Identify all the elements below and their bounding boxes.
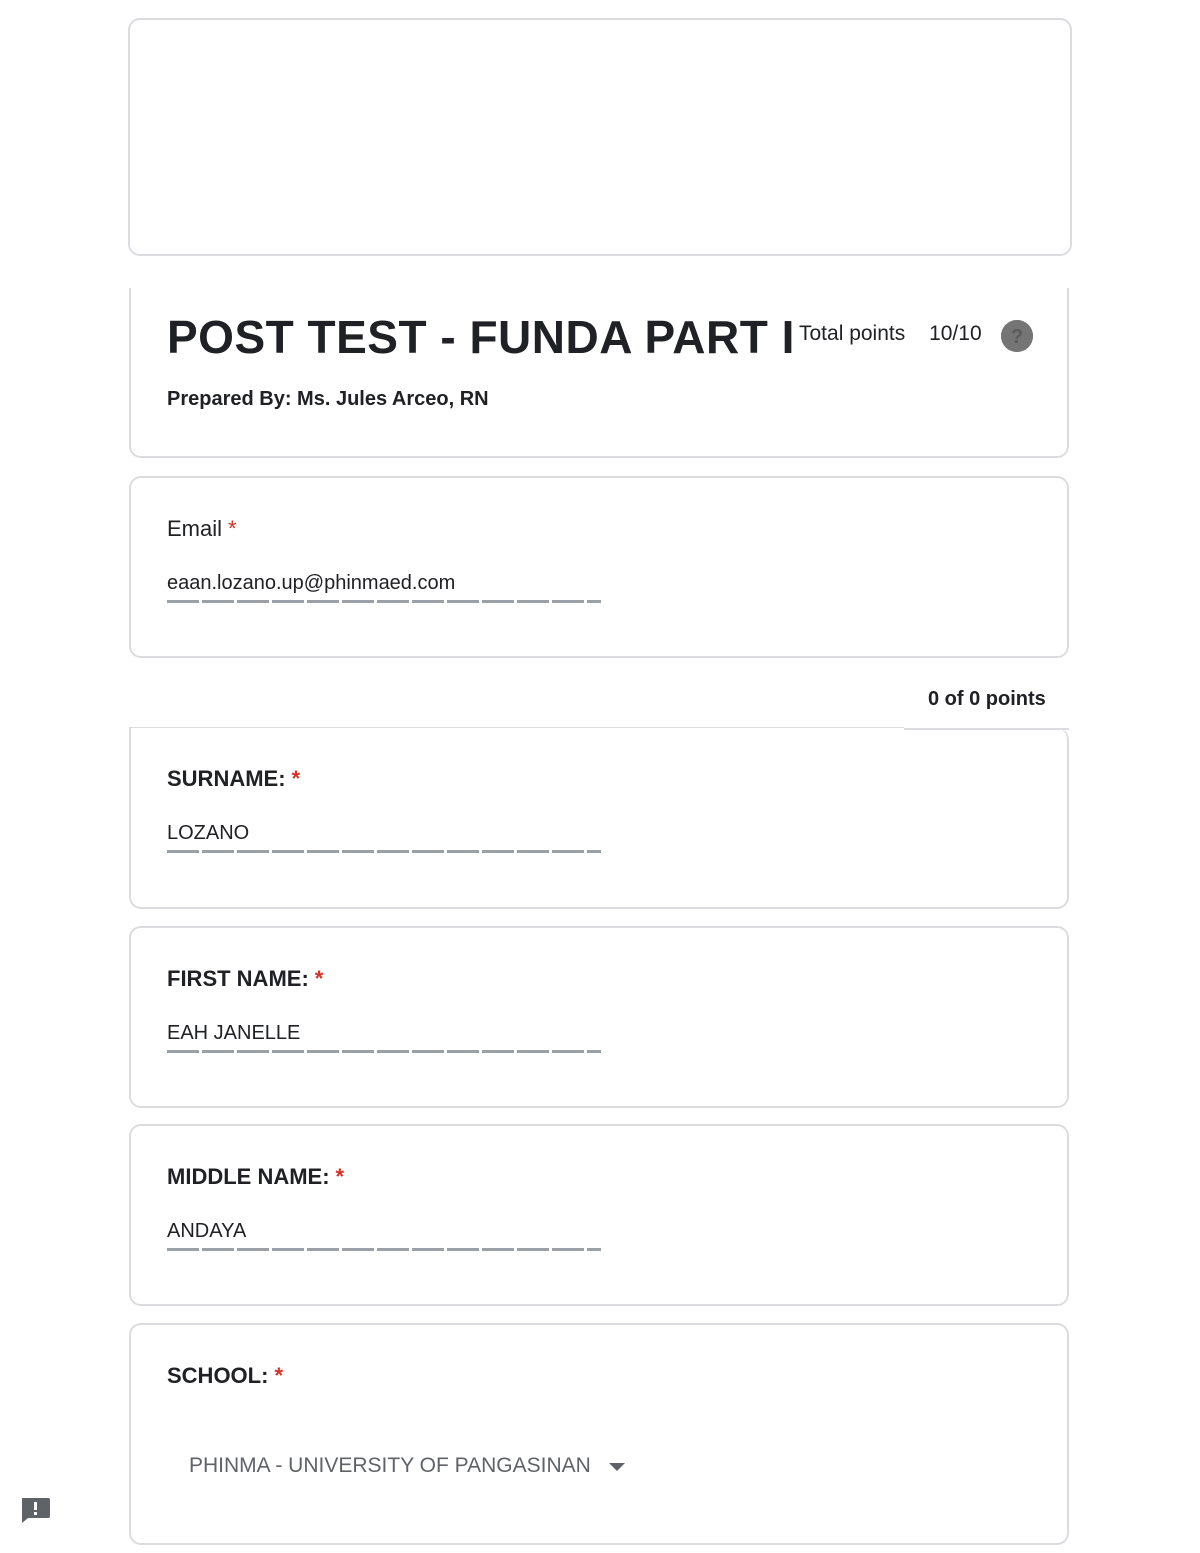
school-label [167, 1363, 283, 1389]
email-label-text: Email [167, 516, 223, 541]
first-name-label-text: FIRST NAME: [167, 966, 309, 991]
first-name-question-card [129, 926, 1069, 1108]
middle-name-field[interactable]: ANDAYA [167, 1220, 247, 1242]
surname-underline [167, 850, 601, 853]
required-mark: * [335, 1164, 345, 1189]
first-name-field[interactable]: EAH JANELLE [167, 1022, 301, 1044]
form-title: POST TEST - FUNDA PART I [167, 311, 795, 363]
email-label [167, 516, 237, 542]
section-points: 0 of 0 points [928, 688, 1046, 710]
school-label-text: SCHOOL: [167, 1363, 269, 1388]
help-icon-glyph [1001, 320, 1033, 352]
first-name-underline [167, 1050, 601, 1053]
middle-name-question-card [129, 1124, 1069, 1306]
feedback-icon[interactable] [19, 1496, 51, 1524]
form-banner [128, 18, 1072, 256]
middle-name-label [167, 1164, 344, 1190]
form-header-card [129, 288, 1069, 458]
total-points [799, 322, 982, 346]
school-question-card [129, 1323, 1069, 1545]
total-points-label: Total points [799, 322, 906, 345]
email-underline [167, 600, 601, 603]
school-select[interactable]: PHINMA - UNIVERSITY OF PANGASINAN [189, 1454, 591, 1477]
surname-question-card [129, 728, 1069, 909]
help-icon[interactable] [1001, 320, 1033, 352]
middle-name-label-text: MIDDLE NAME: [167, 1164, 330, 1189]
first-name-label [167, 966, 323, 992]
email-field[interactable]: eaan.lozano.up@phinmaed.com [167, 572, 456, 594]
chevron-down-icon[interactable] [609, 1463, 625, 1471]
surname-label-text: SURNAME: [167, 766, 286, 791]
total-points-value: 10/10 [929, 322, 982, 345]
required-mark: * [228, 516, 237, 541]
prepared-by: Prepared By: Ms. Jules Arceo, RN [167, 388, 489, 410]
surname-field[interactable]: LOZANO [167, 822, 250, 844]
required-mark: * [314, 966, 324, 991]
middle-name-underline [167, 1248, 601, 1251]
required-mark: * [274, 1363, 284, 1388]
feedback-icon-glyph [19, 1496, 51, 1524]
required-mark: * [291, 766, 301, 791]
email-question-card [129, 476, 1069, 658]
svg-text:?: ? [1010, 326, 1024, 348]
surname-label [167, 766, 300, 792]
